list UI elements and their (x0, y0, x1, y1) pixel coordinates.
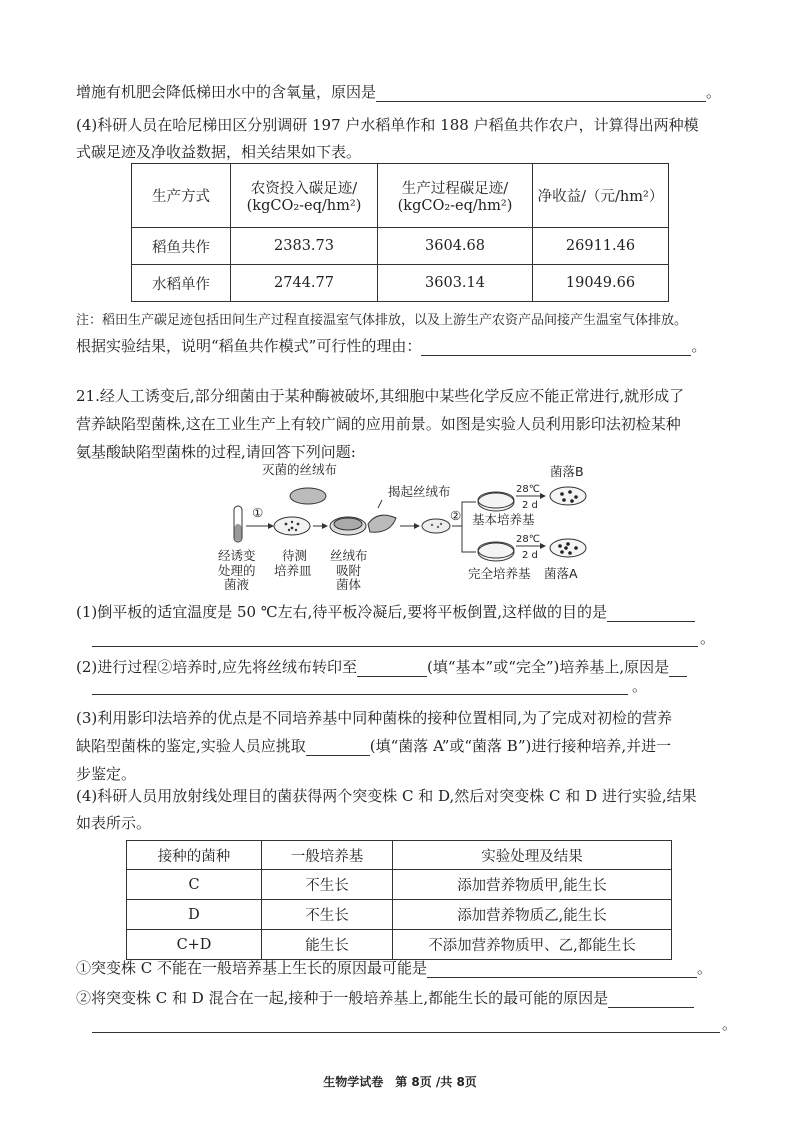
page-footer: 生物学试卷 第 8页 /共 8页 (323, 1075, 477, 1089)
table-header-row (127, 841, 672, 870)
q21-sub2: ②将突变株 C 和 D 混合在一起,接种于一般培养基上,都能生长的最可能的原因是 (76, 988, 694, 1008)
answer-blank[interactable] (669, 660, 687, 677)
arrow-head-icon (268, 523, 274, 529)
colony-a-dish-icon (550, 539, 586, 557)
q21-intro-line2: 营养缺陷型菌株,这在工业生产上有较广阔的应用前景。如图是实验人员利用影印法初检某种 (76, 415, 681, 433)
table-header-cell: 生产过程碳足迹/ (kgCO₂-eq/hm²) (378, 164, 533, 228)
stamped-cloth-icon (422, 519, 450, 533)
velvet-cloth-icon (290, 488, 326, 504)
table-cell: 19049.66 (533, 265, 669, 302)
mutant-label: 处理的 (218, 563, 256, 578)
step2-label: ② (450, 508, 462, 523)
table-cell: 26911.46 (533, 228, 669, 265)
table-cell: 不生长 (262, 900, 393, 930)
mutant-label: 经诱变 (218, 548, 256, 563)
table-cell: C+D (127, 930, 262, 960)
table-note: 注：稻田生产碳足迹包括田间生产过程直接温室气体排放，以及上游生产农资产品间接产生温室气体排放。 (76, 313, 688, 328)
table-header-cell: 生产方式 (132, 164, 231, 228)
table-cell: 能生长 (262, 930, 393, 960)
q21-part2: (2)进行过程②培养时,应先将丝绒布转印至 (填“基本”或“完全”)培养基上,原因是 (76, 657, 687, 677)
test-tube-icon (234, 506, 242, 542)
table-cell: 3604.68 (378, 228, 533, 265)
table-header-cell: 净收益/（元/hm²） (533, 164, 669, 228)
table-row (127, 930, 672, 960)
answer-blank[interactable] (92, 1031, 720, 1033)
table-row (127, 900, 672, 930)
replica-plating-figure (200, 462, 600, 590)
table-cell: C (127, 870, 262, 900)
step1-label: ① (252, 505, 264, 520)
table-cell: 2744.77 (231, 265, 378, 302)
petri-dish-icon (274, 517, 310, 535)
lift-cloth-label: 揭起丝绒布 (388, 484, 451, 499)
answer-blank[interactable] (421, 339, 691, 356)
table-cell: 添加营养物质乙,能生长 (393, 900, 672, 930)
q21-part4-line2: 如表所示。 (76, 814, 152, 832)
basic-medium-label: 基本培养基 (472, 512, 535, 527)
mutant-strain-table (126, 840, 672, 960)
table-header-row (132, 164, 669, 228)
table-row (132, 265, 669, 302)
table-cell: 添加营养物质甲,能生长 (393, 870, 672, 900)
answer-blank[interactable] (357, 660, 427, 677)
table-cell: 不生长 (262, 870, 393, 900)
q21-intro-line1: 21.经人工诱变后,部分细菌由于某种酶被破坏,其细胞中某些化学反应不能正常进行,就形成了 (76, 387, 685, 405)
cloth-label: 菌体 (336, 577, 362, 590)
table-cell: 水稻单作 (132, 265, 231, 302)
table-row (127, 870, 672, 900)
answer-blank[interactable] (376, 85, 706, 102)
answer-blank[interactable] (92, 693, 628, 695)
q20-line-a: 增施有机肥会降低梯田水中的含氧量，原因是 。 (76, 83, 722, 101)
cloth-on-dish-icon (330, 517, 366, 535)
table-cell: 稻鱼共作 (132, 228, 231, 265)
q20-part4-line2: 式碳足迹及净收益数据，相关结果如下表。 (76, 143, 362, 161)
cloth-label: 丝绒布 (330, 548, 368, 563)
q21-part3-line3: 步鉴定。 (76, 765, 137, 783)
answer-blank[interactable] (306, 739, 370, 756)
carbon-footprint-table (131, 163, 669, 302)
answer-blank[interactable] (607, 605, 695, 622)
q21-part3-line2: 缺陷型菌株的鉴定,实验人员应挑取 (填“菌落 A”或“菌落 B”)进行接种培养,并进一 (76, 737, 672, 755)
days-label: 2 d (522, 550, 538, 561)
period: 。 (632, 677, 648, 695)
q21-part3-line1: (3)利用影印法培养的优点是不同培养基中同种菌株的接种位置相同,为了完成对初检的营养 (76, 709, 673, 727)
answer-blank[interactable] (608, 991, 694, 1008)
cloth-label: 吸附 (336, 563, 362, 578)
basic-medium-dish-icon (478, 492, 514, 511)
q20-part4-line1: (4)科研人员在哈尼梯田区分别调研 197 户水稻单作和 188 户稻鱼共作农户，计算得出两种模 (76, 116, 699, 134)
temp-label: 28℃ (516, 484, 540, 495)
colony-b-label: 菌落B (550, 464, 584, 479)
table-header-cell: 一般培养基 (262, 841, 393, 870)
dish-label: 待测 (282, 548, 308, 563)
colony-b-dish-icon (550, 487, 586, 505)
table-cell: D (127, 900, 262, 930)
q21-part4-line1: (4)科研人员用放射线处理目的菌获得两个突变株 C 和 D,然后对突变株 C 和 D 进行实验,结果 (76, 787, 697, 805)
table-cell: 2383.73 (231, 228, 378, 265)
days-label: 2 d (522, 500, 538, 511)
table-header-cell: 接种的菌种 (127, 841, 262, 870)
lifted-cloth-icon (368, 515, 396, 532)
answer-blank[interactable] (92, 645, 698, 647)
period: 。 (700, 629, 716, 647)
period: 。 (722, 1015, 738, 1033)
complete-medium-label: 完全培养基 (468, 566, 531, 581)
temp-label: 28℃ (516, 534, 540, 545)
table-header-cell: 实验处理及结果 (393, 841, 672, 870)
table-cell: 3603.14 (378, 265, 533, 302)
table-header-cell: 农资投入碳足迹/ (kgCO₂-eq/hm²) (231, 164, 378, 228)
q21-sub1: ①突变株 C 不能在一般培养基上生长的原因最可能是 。 (76, 959, 713, 977)
q20-conclusion: 根据实验结果，说明“稻鱼共作模式”可行性的理由： 。 (76, 337, 707, 355)
answer-blank[interactable] (427, 961, 697, 978)
table-cell: 不添加营养物质甲、乙,都能生长 (393, 930, 672, 960)
sterile-cloth-label: 灭菌的丝绒布 (262, 462, 338, 477)
dish-label: 培养皿 (274, 563, 312, 578)
colony-a-label: 菌落A (544, 566, 578, 581)
q21-part1: (1)倒平板的适宜温度是 50 ℃左右,待平板冷凝后,要将平板倒置,这样做的目的是 (76, 602, 695, 622)
q21-intro-line3: 氨基酸缺陷型菌株的过程,请回答下列问题: (76, 443, 356, 461)
table-row (132, 228, 669, 265)
complete-medium-dish-icon (478, 542, 514, 561)
mutant-label: 菌液 (224, 577, 250, 590)
